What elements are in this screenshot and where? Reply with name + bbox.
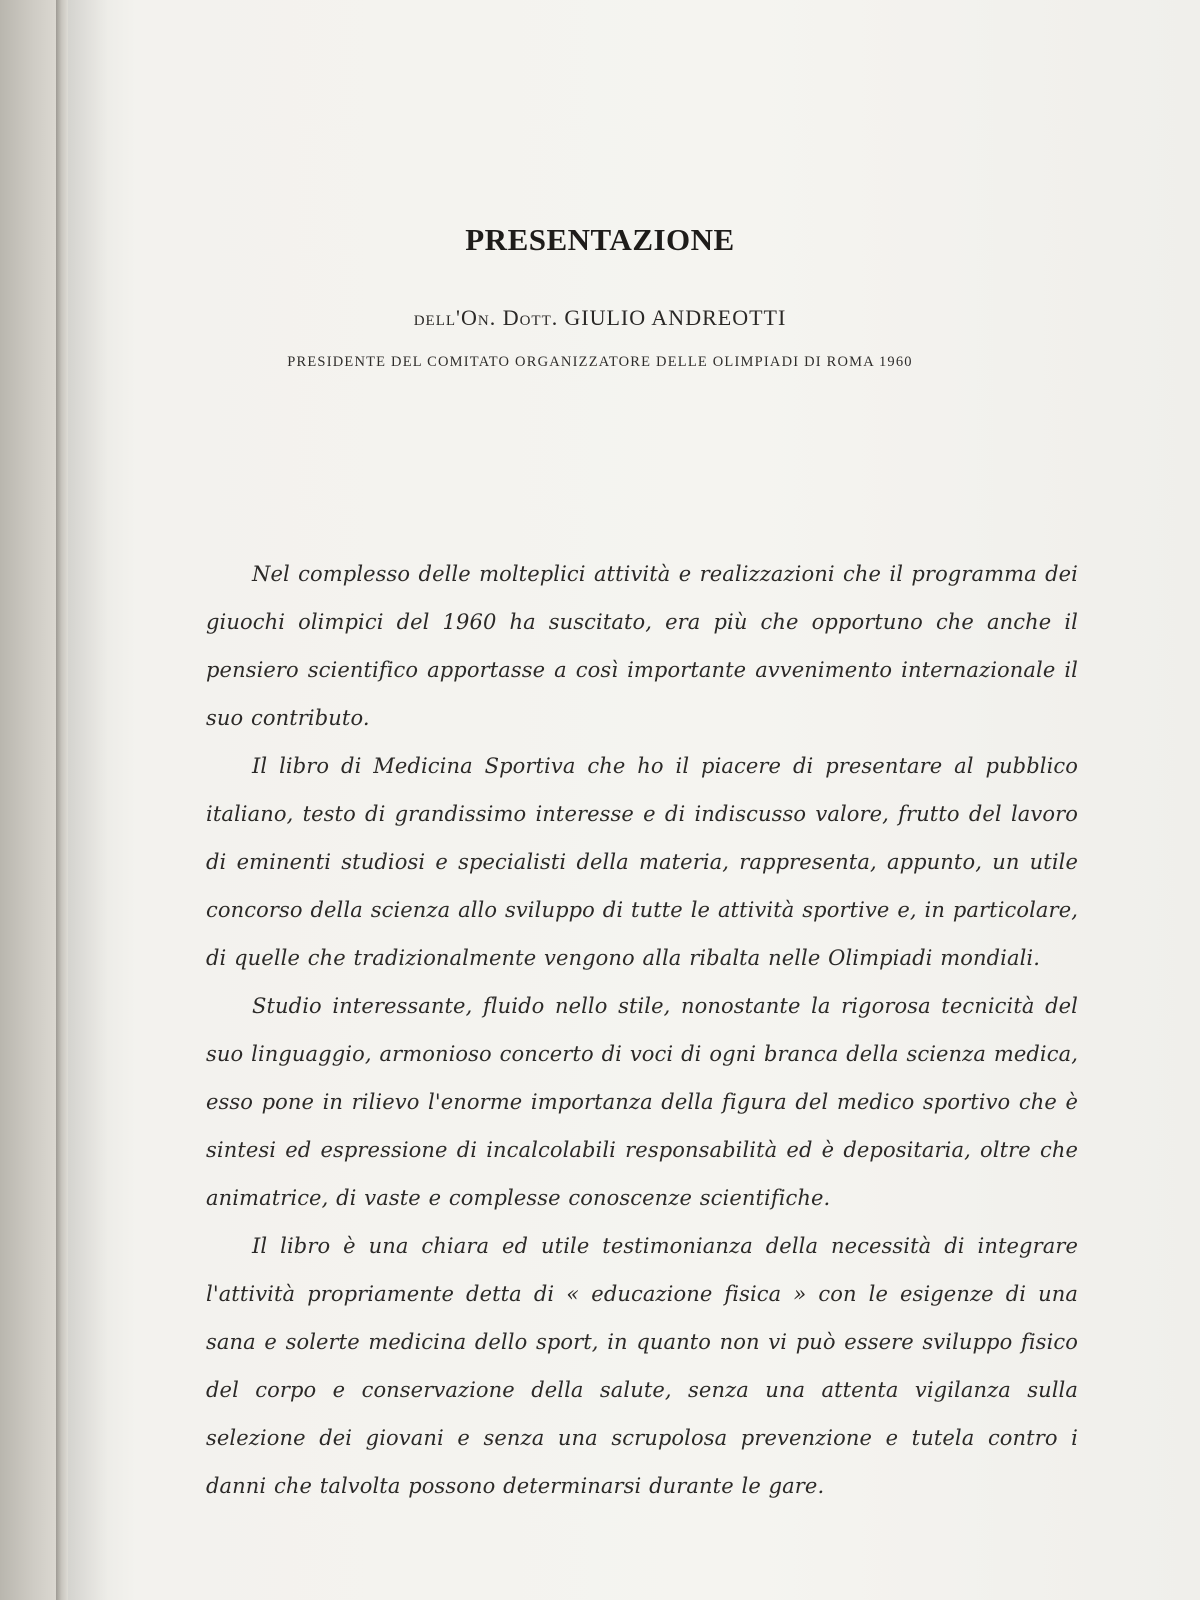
author-role: PRESIDENTE DEL COMITATO ORGANIZZATORE DELLE OLIMPIADI DI ROMA 1960 xyxy=(287,354,913,370)
paragraph: Il libro di Medicina Sportiva che ho il piacere di presentare al pubblico italiano, testo di grandissimo interesse e di indiscusso valore, frutto del lavoro di eminenti studiosi e specialisti della materia, rappresenta, appunto, un utile concorso della scienza allo sviluppo di tutte le attività sportive e, in particolare, di quelle che tradizionalmente vengono alla ribalta nelle Olimpiadi mondiali. xyxy=(206,754,1078,970)
author-name: GIULIO ANDREOTTI xyxy=(564,305,787,330)
author-prefix: dell'On. Dott. xyxy=(413,305,559,330)
body-text xyxy=(206,550,1078,1510)
page-title: PRESENTAZIONE xyxy=(465,222,735,257)
paragraph: Studio interessante, fluido nello stile, nonostante la rigorosa tecnicità del suo linguaggio, armonioso concerto di voci di ogni branca della scienza medica, esso pone in rilievo l'enorme importanza della figura del medico sportivo che è sintesi ed espressione di incalcolabili responsabilità ed è depositaria, oltre che animatrice, di vaste e complesse conoscenze scientifiche. xyxy=(206,994,1078,1210)
author-line xyxy=(0,305,1200,331)
paragraph: Nel complesso delle molteplici attività e realizzazioni che il programma dei giuochi olimpici del 1960 ha suscitato, era più che opportuno che anche il pensiero scientifico apportasse a così importante avvenimento internazionale il suo contributo. xyxy=(206,562,1078,730)
paragraph: Il libro è una chiara ed utile testimonianza della necessità di integrare l'attività propriamente detta di « educazione fisica » con le esigenze di una sana e solerte medicina dello sport, in quanto non vi può essere sviluppo fisico del corpo e conservazione della salute, senza una attenta vigilanza sulla selezione dei giovani e senza una scrupolosa prevenzione e tutela contro i danni che talvolta possono determinarsi durante le gare. xyxy=(206,1234,1078,1498)
